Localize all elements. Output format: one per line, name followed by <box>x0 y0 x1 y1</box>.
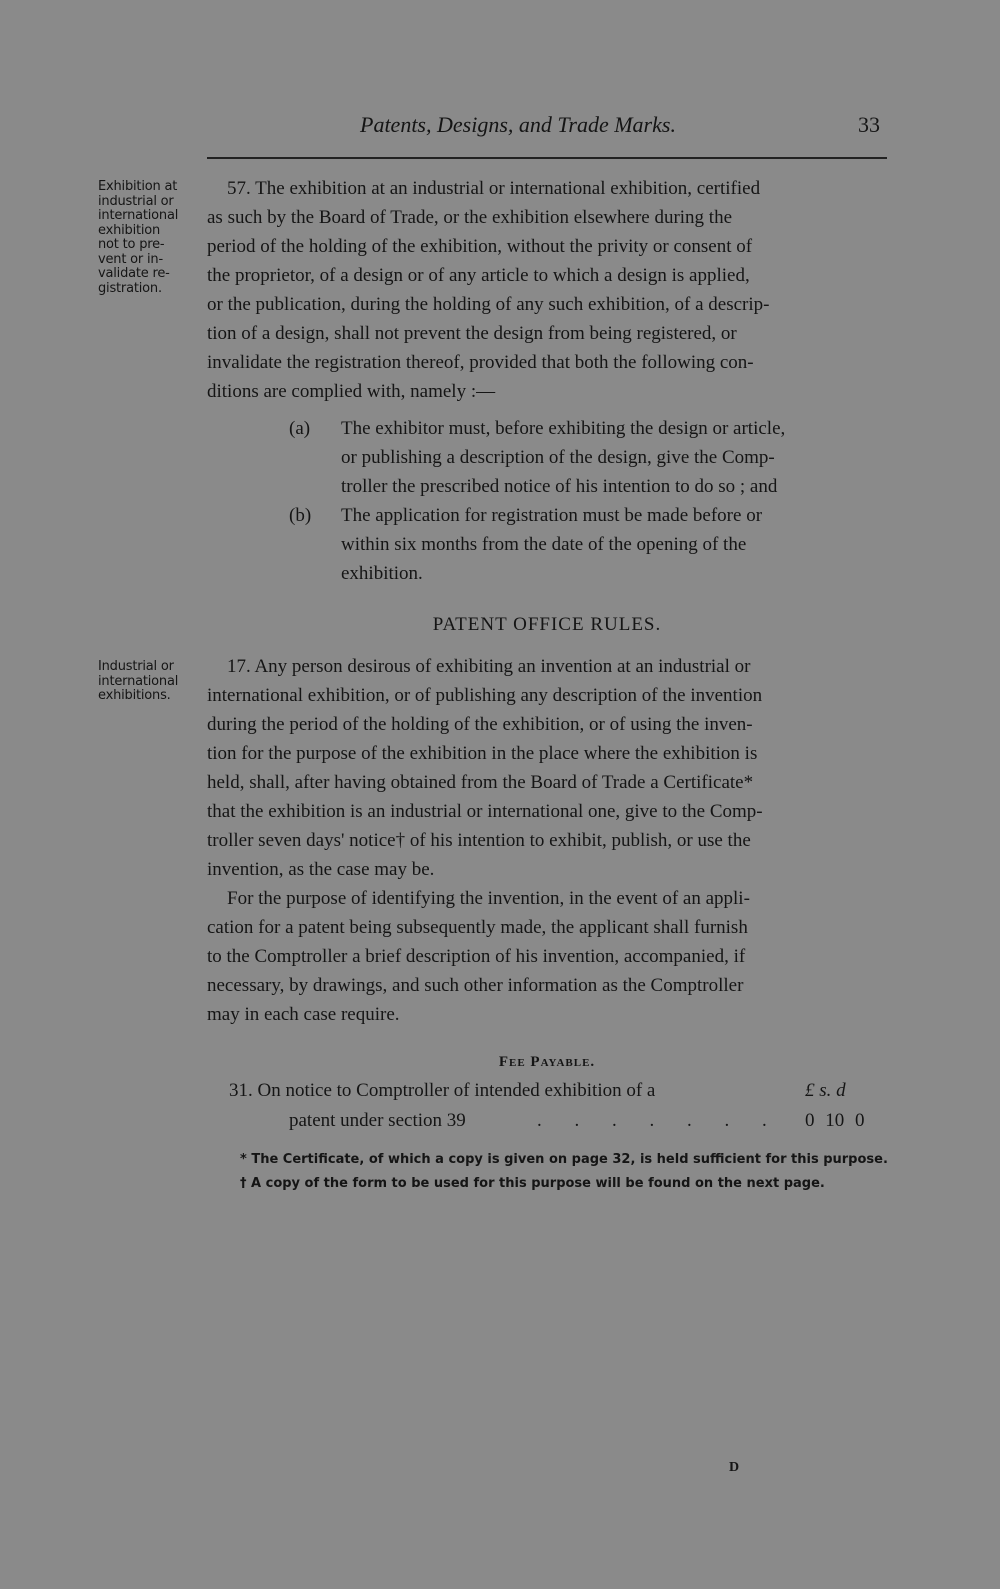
text-line: may in each case require. <box>207 1004 400 1025</box>
item-label: (a) <box>289 418 311 439</box>
text-line: ditions are complied with, namely :— <box>207 381 496 402</box>
fee-amount: 0 10 0 <box>805 1110 865 1131</box>
rule-17-text <box>207 652 887 1029</box>
text-line: necessary, by drawings, and such other information as the Comptroller <box>207 975 744 996</box>
text-line: The application for registration must be made before or <box>341 505 763 526</box>
text-line: as such by the Board of Trade, or the exhibition elsewhere during the <box>207 207 733 228</box>
text-line: held, shall, after having obtained from the Board of Trade a Certificate* <box>207 772 754 793</box>
text-line: cation for a patent being subsequently made, the applicant shall furnish <box>207 917 748 938</box>
condition-item-b <box>207 501 887 588</box>
text-line: invalidate the registration thereof, provided that both the following con- <box>207 352 754 373</box>
section-57-text <box>207 174 887 588</box>
text-line: troller the prescribed notice of his intention to do so ; and <box>341 476 778 497</box>
text-line: during the period of the holding of the exhibition, or of using the inven- <box>207 714 753 735</box>
running-title: Patents, Designs, and Trade Marks. <box>360 112 676 137</box>
signature-mark: D <box>729 1460 740 1475</box>
text-line: exhibition. <box>341 563 423 584</box>
text-line: invention, as the case may be. <box>207 859 435 880</box>
sidenote-section-57 <box>98 180 202 296</box>
sidenote-line: gistration. <box>98 280 162 296</box>
fee-heading: Fee Payable. <box>498 1054 596 1070</box>
item-label: (b) <box>289 505 312 526</box>
text-line: 17. Any person desirous of exhibiting an invention at an industrial or <box>227 656 751 677</box>
text-line: The exhibitor must, before exhibiting the design or article, <box>341 418 786 439</box>
fee-text-line: patent under section 39 <box>289 1110 466 1131</box>
sidenote-line: international <box>98 208 179 223</box>
text-line: within six months from the date of the opening of the <box>341 534 747 555</box>
sidenote-line: Exhibition at <box>98 179 178 194</box>
text-line: troller seven days' notice† of his intention to exhibit, publish, or use the <box>207 830 751 851</box>
text-line: international exhibition, or of publishing any description of the invention <box>207 685 763 706</box>
text-line: For the purpose of identifying the invention, in the event of an appli- <box>227 888 750 909</box>
sidenote-line: industrial or <box>98 193 174 209</box>
sidenote-line: Industrial or <box>98 659 174 674</box>
sidenote-line: exhibition <box>98 222 161 238</box>
page-number: 33 <box>858 112 880 137</box>
text-line: tion for the purpose of the exhibition in the place where the exhibition is <box>207 743 758 764</box>
text-line: the proprietor, of a design or of any article to which a design is applied, <box>207 265 750 286</box>
rules-heading: PATENT OFFICE RULES. <box>432 614 662 635</box>
sidenote-line: not to pre- <box>98 237 165 252</box>
text-line: tion of a design, shall not prevent the design from being registered, or <box>207 323 737 344</box>
running-head <box>0 108 1000 144</box>
footnote-2: † A copy of the form to be used for this purpose will be found on the next page. <box>240 1176 825 1191</box>
text-line: or publishing a description of the design, give the Comp- <box>341 447 775 468</box>
fee-leader-dots: . . . . . . . <box>537 1110 781 1131</box>
fee-text-line: 31. On notice to Comptroller of intended exhibition of a <box>229 1080 656 1101</box>
header-rule <box>207 157 887 159</box>
text-line: to the Comptroller a brief description of his invention, accompanied, if <box>207 946 746 967</box>
text-line: or the publication, during the holding of any such exhibition, of a descrip- <box>207 294 770 315</box>
condition-item-a <box>207 414 887 501</box>
sidenote-line: exhibitions. <box>98 688 171 703</box>
text-line: period of the holding of the exhibition, without the privity or consent of <box>207 236 753 257</box>
text-line: 57. The exhibition at an industrial or international exhibition, certified <box>227 178 761 199</box>
text-line: that the exhibition is an industrial or international one, give to the Comp- <box>207 801 763 822</box>
sidenote-line: validate re- <box>98 266 170 281</box>
sidenote-line: vent or in- <box>98 251 163 267</box>
sidenote-line: international <box>98 673 179 689</box>
sidenote-rule-17 <box>98 660 202 704</box>
footnote-1: * The Certificate, of which a copy is given on page 32, is held sufficient for this purpose. <box>240 1152 888 1167</box>
fee-currency-header: £ s. d <box>805 1080 846 1101</box>
